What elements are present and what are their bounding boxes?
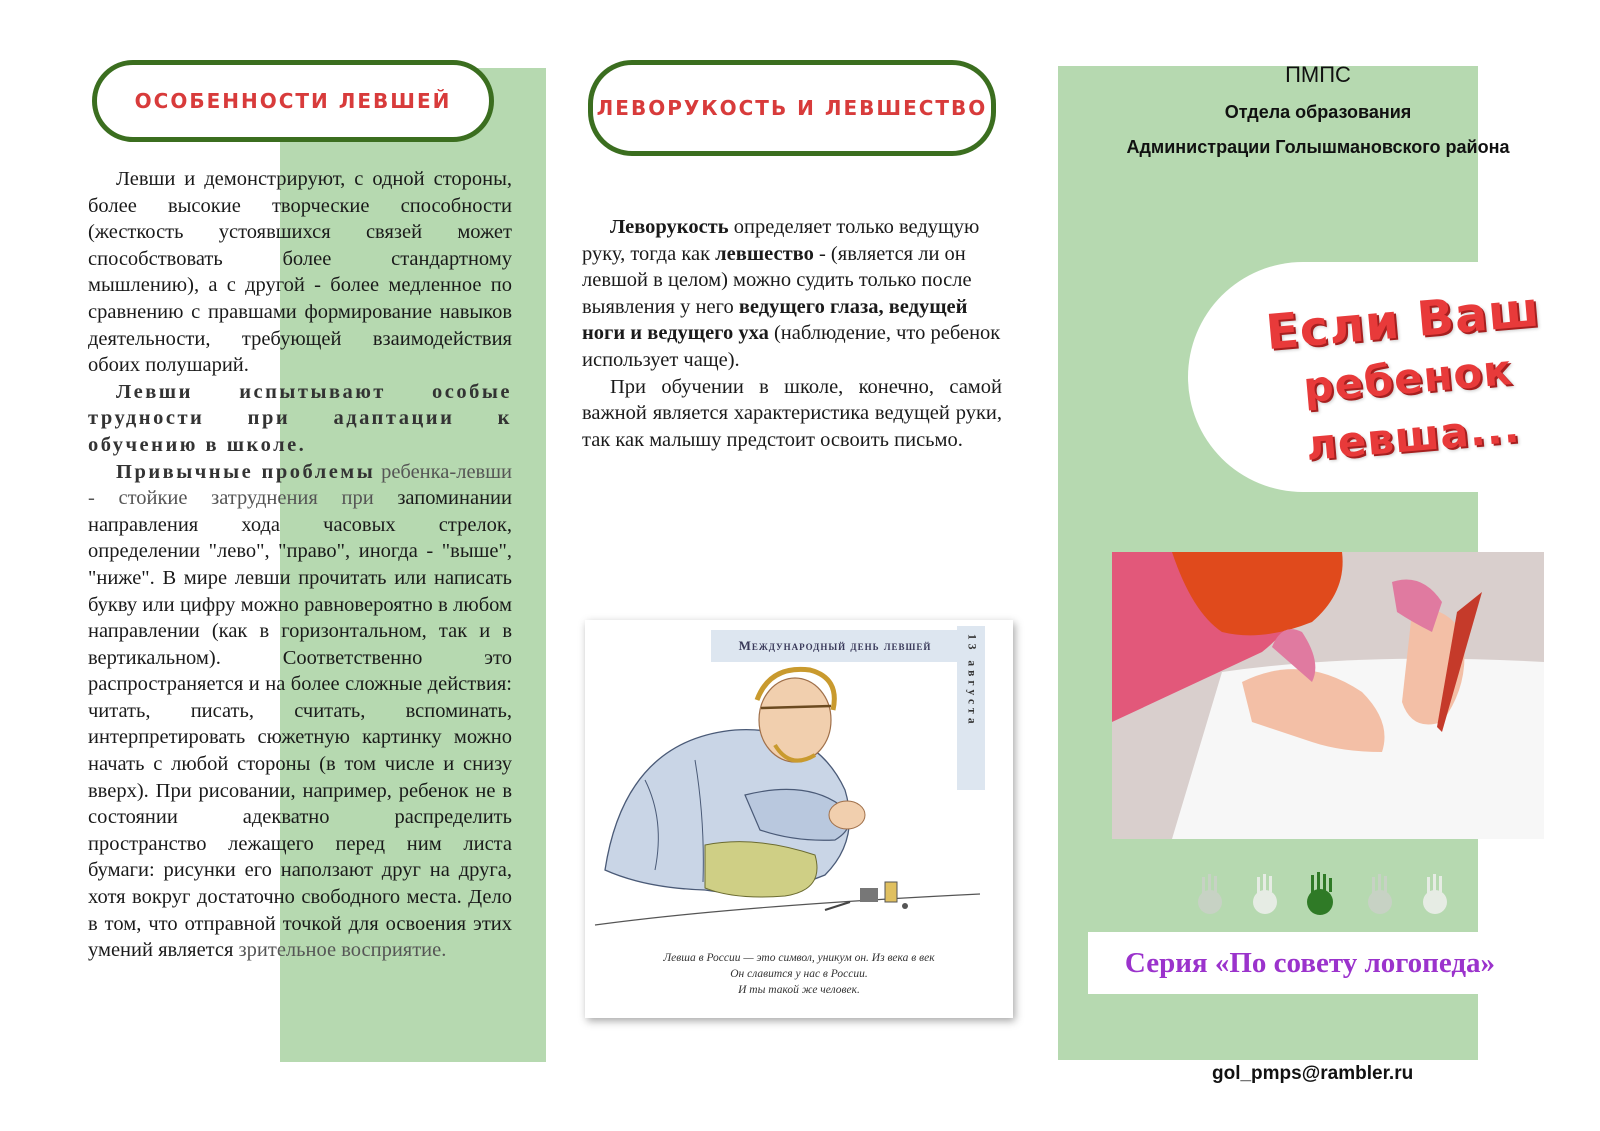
lefthandedness-title-pill — [588, 60, 996, 156]
features-title-pill — [92, 60, 494, 142]
common-problems-grey: ребенка-левши - стойкие затруднения при — [88, 460, 512, 510]
org-abbr: ПМПС — [1285, 62, 1351, 87]
org-administration: Администрации Голышмановского района — [1126, 137, 1510, 157]
lefthandedness-text-a: определяет только ведущую руку, тогда как — [582, 216, 980, 265]
term-leftness: левшество — [715, 242, 814, 265]
title-blob — [1188, 262, 1600, 492]
school-difficulties-text: Левши испытывают особые трудности при адаптации к обучению в школе. — [88, 380, 512, 456]
series-banner — [1088, 932, 1532, 994]
title-line-1: Если Ваш — [1263, 281, 1543, 362]
lefthandedness-paragraph-2: При обучении в школе, конечно, самой важной является характеристика ведущей руки, так как малышу предстоит освоить письмо. — [582, 375, 1002, 451]
term-lefthandedness: Леворукость — [610, 216, 729, 238]
lefthanders-day-illustration — [585, 620, 1013, 1018]
illustration-caption — [605, 950, 993, 998]
lefthandedness-title: ЛЕВОРУКОСТЬ И ЛЕВШЕСТВО — [596, 95, 988, 120]
illustration-date-text: 13 августа — [965, 634, 978, 728]
lefthandedness-text-c: (наблюдение, что ребенок использует чаще). — [582, 322, 1001, 371]
child-hand-image — [1112, 552, 1544, 839]
term-leading-organs: ведущего глаза, ведущей ноги и ведущего уха — [582, 295, 968, 345]
features-paragraph-3 — [88, 459, 512, 964]
handprints-decoration — [1190, 872, 1470, 922]
brochure-title — [1201, 275, 1600, 483]
common-problems-text: запоминании направления хода часовых стрелок, определении "лево", "право", иногда - "выше", "ниже". В мире левши прочитать или написать букву или цифру можно равновероятно в любом направлении (как в горизонтальном, так и в вертикальном). Соответственно это распространяется и на более сложные действия: читать, писать, считать, вспоминать, интерпретировать сюжетную картинку можно начать с любой стороны (в том числе и снизу вверх). При рисовании, например, ребенок не в состоянии адекватно распределить пространство лежащего перед ним листа бумаги: рисунки его наползают друг на друга, хотя вокруг достаточно свободного места. Дело в том, что отправной точкой для освоения этих умений является — [88, 487, 512, 962]
visual-perception-text: зрительное восприятие. — [233, 939, 447, 962]
features-paragraph-1: Левши и демонстрируют, с одной стороны, более высокие творческие способности (жесткость устоявшихся связей может способствовать более стандартному мышлению), а с другой - более медленное по сравнению с правшами формирование навыков деятельности, требующей взаимодействия обоих полушарий. — [88, 168, 512, 377]
series-title: Серия «По совету логопеда» — [1124, 946, 1496, 979]
child-drawing-photo — [1112, 552, 1544, 839]
lefthandedness-paragraph-1 — [582, 214, 1002, 374]
org-department: Отдела образования — [1224, 102, 1412, 122]
title-line-2: ребенок левша... — [1301, 344, 1523, 471]
caption-line-3: И ты такой же человек. — [738, 984, 860, 996]
illustration-banner: Международный день левшей — [711, 630, 959, 662]
lefthandedness-text-b: - (является ли он левшой в целом) можно судить только после выявления у него — [582, 242, 972, 318]
lefthandedness-text-block — [582, 214, 1002, 453]
caption-line-1: Левша в России — это символ, уникум он. Из века в век — [663, 952, 935, 964]
features-text-block — [88, 166, 512, 964]
caption-line-2: Он славится у нас в России. — [730, 968, 868, 980]
features-paragraph-2 — [88, 379, 512, 459]
contact-email: gol_pmps@rambler.ru — [1212, 1063, 1414, 1084]
common-problems-label: Привычные проблемы — [116, 460, 376, 483]
organization-header — [1058, 62, 1578, 158]
features-title: ОСОБЕННОСТИ ЛЕВШЕЙ — [134, 88, 452, 113]
